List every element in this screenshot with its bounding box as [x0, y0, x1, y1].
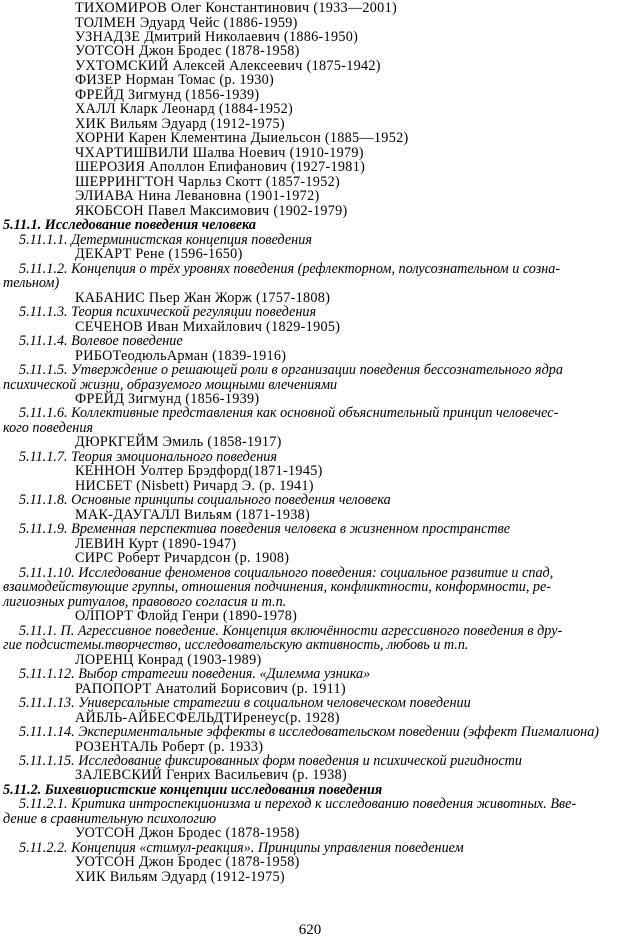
person-entry: ЯКОБСОН Павел Максимович (1902-1979) — [75, 202, 348, 219]
page-number: 620 — [298, 922, 322, 938]
person-entry: УОТСОН Джон Бродес (1878-1958) — [75, 825, 300, 842]
heading-continuation: дение в сравнительную психологию — [3, 810, 217, 827]
person-entry: НИСБЕТ (Nisbett) Ричард Э. (р. 1941) — [75, 477, 314, 494]
person-entry: РИБОТеодюльАрман (1839-1916) — [75, 347, 287, 364]
person-entry: УХТОМСКИЙ Алексей Алексеевич (1875-1942) — [75, 57, 381, 74]
section-heading: 5.11.1. Исследование поведения человека — [3, 217, 256, 234]
person-entry: УОТСОН Джон Бродес (1878-1958) — [75, 854, 300, 871]
person-entry: ХАЛЛ Кларк Леонард (1884-1952) — [75, 101, 294, 118]
person-entry: АЙБЛЬ-АЙБЕСФЕЛЬДТИренеус(р. 1928) — [75, 709, 340, 726]
section-heading: 5.11.1.12. Выбор стратегии поведения. «Дилемма узника» — [19, 666, 371, 683]
section-heading: 5.11.2.2. Концепция «стимул-реакция». Принципы управления поведением — [19, 839, 464, 856]
person-entry: ШЕРОЗИЯ Аполлон Епифанович (1927-1981) — [75, 159, 366, 176]
person-entry: ШЕРРИНГТОН Чарльз Скотт (1857-1952) — [75, 173, 341, 190]
person-entry: ФРЕЙД Зигмунд (1856-1939) — [75, 86, 260, 103]
person-entry: ФРЕЙД Зигмунд (1856-1939) — [75, 391, 260, 407]
section-heading: 5.11.1.14. Экспериментальные эффекты в исследовательском поведении (эффект Пигмалиона) — [19, 724, 600, 740]
person-entry: ОЛПОРТ Флойд Генри (1890-1978) — [75, 608, 298, 625]
person-entry: ХИК Вильям Эдуард (1912-1975) — [75, 115, 285, 132]
person-entry: КЕННОН Уолтер Брэдфорд(1871-1945) — [75, 463, 323, 480]
section-heading: 5.11.1.5. Утверждение о решающей роли в организации поведения бессознательного ядра — [19, 362, 563, 378]
person-entry: ЛЕВИН Курт (1890-1947) — [75, 535, 237, 552]
section-heading: 5.11.1.4. Волевое поведение — [19, 333, 183, 349]
section-heading: 5.11.1.8. Основные принципы социального поведения человека — [19, 492, 391, 509]
section-heading: 5.11.1.13. Универсальные стратегии в социальном человеческом поведении — [19, 695, 471, 711]
section-heading: 5.11.2.1. Критика интроспекционизма и переход к исследованию поведения животных. Вве- — [19, 796, 577, 813]
section-heading: 5.11.1.6. Коллективные представления как основной объяснительный принцип человечес- — [19, 405, 559, 422]
person-entry: СИРС Роберт Ричардсон (р. 1908) — [75, 550, 290, 567]
section-heading: 5.11.1.2. Концепция о трёх уровнях поведения (рефлекторном, полусознательном и созна- — [19, 260, 561, 277]
person-entry: ЛОРЕНЦ Конрад (1903-1989) — [75, 651, 262, 668]
section-heading: 5.11.1. П. Агрессивное поведение. Концепция включённости агрессивного поведения в дру- — [19, 622, 563, 639]
person-entry: ХИК Вильям Эдуард (1912-1975) — [75, 868, 285, 885]
heading-continuation: психической жизни, образуемого мощными влечениями — [3, 376, 338, 393]
heading-continuation: кого поведения — [3, 419, 94, 436]
person-entry: ТИХОМИРОВ Олег Константинович (1933—2001) — [75, 0, 397, 16]
section-heading: 5.11.1.7. Теория эмоционального поведения — [19, 448, 277, 465]
person-entry: РАПОПОРТ Анатолий Борисович (р. 1911) — [75, 680, 346, 697]
person-entry: ДЮРКГЕЙМ Эмиль (1858-1917) — [75, 434, 282, 451]
person-entry: РОЗЕНТАЛЬ Роберт (р. 1933) — [75, 738, 264, 755]
person-entry: ЗАЛЕВСКИЙ Генрих Васильевич (р. 1938) — [75, 767, 347, 784]
person-entry: МАК-ДАУГАЛЛ Вильям (1871-1938) — [75, 506, 311, 523]
person-entry: СЕЧЕНОВ Иван Михайлович (1829-1905) — [75, 318, 341, 335]
person-entry: ЧХАРТИШВИЛИ Шалва Ноевич (1910-1979) — [75, 144, 364, 161]
heading-continuation: гие подсистемы.творчество, исследовательскую активность, любовь и т.п. — [3, 637, 469, 654]
person-entry: ХОРНИ Карен Клементина Дыиельсон (1885—1952) — [75, 130, 409, 147]
section-heading: 5.11.1.9. Временная перспектива поведения человека в жизненном пространстве — [19, 521, 511, 538]
person-entry: ЭЛИАВА Нина Левановна (1901-1972) — [75, 188, 320, 205]
person-entry: ФИЗЕР Норман Томас (р. 1930) — [75, 72, 275, 89]
person-entry: ДЕКАРТ Рене (1596-1650) — [75, 246, 243, 263]
person-entry: КАБАНИС Пьер Жан Жорж (1757-1808) — [75, 289, 331, 306]
section-heading: 5.11.1.1. Детерминистская концепция поведения — [19, 231, 312, 248]
person-entry: УЗНАДЗЕ Дмитрий Николаевич (1886-1950) — [75, 29, 359, 45]
section-heading: 5.11.2. Бихевиористские концепции исследования поведения — [3, 781, 383, 798]
section-heading: 5.11.1.10. Исследование феноменов социального поведения: социальное развитие и спад, — [19, 564, 554, 581]
person-entry: УОТСОН Джон Бродес (1878-1958) — [75, 43, 300, 60]
person-entry: ТОЛМЕН Эдуард Чейс (1886-1959) — [75, 14, 298, 31]
section-heading: 5.11.1.3. Теория психической регуляции поведения — [19, 304, 317, 321]
heading-continuation: тельном) — [3, 275, 60, 292]
heading-continuation: взаимодействующие группы, отношения подчинения, конфликтности, конформности, ре- — [3, 579, 552, 596]
heading-continuation: лигиозных ритуалов, правового согласия и т.п. — [3, 593, 287, 610]
section-heading: 5.11.1.15. Исследование фиксированных форм поведения и психической ригидности — [19, 753, 522, 769]
